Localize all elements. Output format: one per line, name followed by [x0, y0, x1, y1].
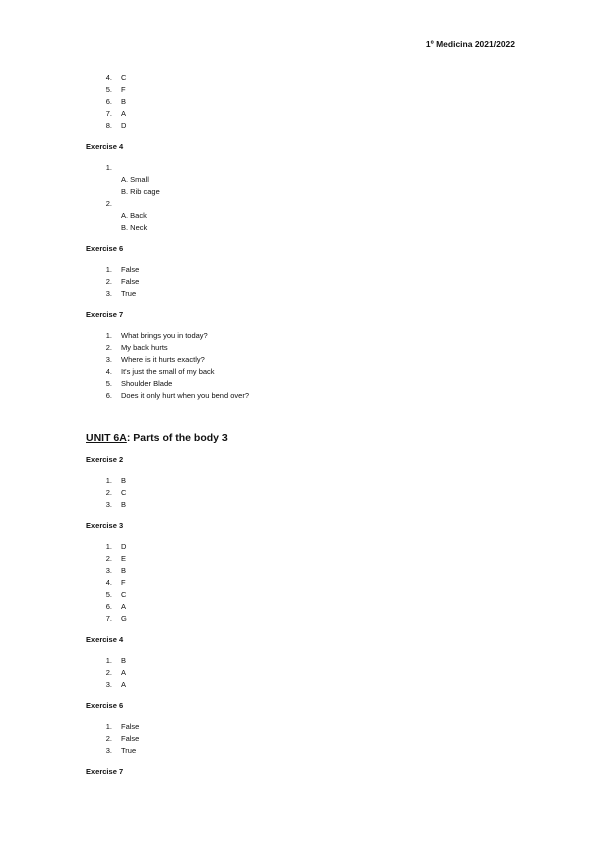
item-text: B — [121, 566, 127, 575]
item-number: 5. — [105, 379, 112, 388]
item-text: False — [121, 722, 140, 731]
list-item — [86, 589, 516, 601]
item-number: 1. — [105, 163, 112, 172]
item-text: E — [121, 554, 127, 563]
answer-list — [86, 541, 516, 625]
item-number: 1. — [105, 265, 112, 274]
item-text: True — [121, 289, 137, 298]
item-text: C — [121, 590, 127, 599]
section-heading: Exercise 6 — [86, 701, 124, 710]
answer-list — [86, 475, 516, 511]
item-text: G — [121, 614, 127, 623]
list-item — [86, 390, 516, 402]
item-number: 1. — [105, 656, 112, 665]
item-number: 6. — [105, 97, 112, 106]
list-item — [86, 655, 516, 667]
answer-list — [86, 655, 516, 691]
item-text: It's just the small of my back — [121, 367, 215, 376]
item-number: 3. — [105, 289, 112, 298]
list-item — [86, 366, 516, 378]
list-item — [86, 487, 516, 499]
list-item — [86, 354, 516, 366]
page-header: 1º Medicina 2021/2022 — [425, 39, 515, 49]
item-text: B — [121, 500, 127, 509]
answer-list — [86, 721, 516, 757]
list-item — [86, 378, 516, 390]
list-item — [86, 276, 516, 288]
list-item — [86, 84, 516, 96]
sub-item: A. Back — [121, 211, 147, 220]
list-item — [86, 541, 516, 553]
item-text: False — [121, 734, 140, 743]
section-heading: Exercise 7 — [86, 310, 124, 319]
unit-code: UNIT 6A — [86, 432, 127, 444]
item-text: D — [121, 121, 127, 130]
sub-item: B. Rib cage — [121, 187, 160, 196]
item-number: 3. — [105, 500, 112, 509]
item-number: 6. — [105, 391, 112, 400]
list-item — [86, 120, 516, 132]
item-number: 1. — [105, 542, 112, 551]
page-content — [86, 72, 516, 778]
section-heading: Exercise 3 — [86, 521, 124, 530]
item-text: False — [121, 265, 140, 274]
item-text: A — [121, 680, 127, 689]
item-number: 6. — [105, 602, 112, 611]
section-heading: Exercise 7 — [86, 767, 124, 776]
item-text: False — [121, 277, 140, 286]
item-text: D — [121, 542, 127, 551]
item-number: 1. — [105, 476, 112, 485]
list-item — [86, 577, 516, 589]
item-text: True — [121, 746, 137, 755]
unit-heading — [86, 431, 516, 445]
list-item — [86, 721, 516, 733]
item-number: 4. — [105, 367, 112, 376]
list-item — [86, 499, 516, 511]
answer-list — [86, 330, 516, 402]
item-number: 4. — [105, 73, 112, 82]
answer-list — [86, 72, 516, 132]
list-item — [86, 288, 516, 300]
list-item — [86, 475, 516, 487]
item-text: My back hurts — [121, 343, 168, 352]
list-item — [86, 330, 516, 342]
list-item — [86, 679, 516, 691]
item-number: 2. — [105, 199, 112, 208]
item-number: 7. — [105, 109, 112, 118]
answer-list — [86, 162, 516, 234]
item-number: 7. — [105, 614, 112, 623]
list-item — [86, 733, 516, 745]
item-number: 3. — [105, 355, 112, 364]
item-text: B — [121, 656, 127, 665]
item-number: 2. — [105, 734, 112, 743]
item-text: A — [121, 602, 127, 611]
item-text: Does it only hurt when you bend over? — [121, 391, 249, 400]
section-heading: Exercise 4 — [86, 635, 124, 644]
answer-list — [86, 264, 516, 300]
item-number: 4. — [105, 578, 112, 587]
list-item — [86, 198, 516, 210]
sub-item: A. Small — [121, 175, 149, 184]
item-number: 8. — [105, 121, 112, 130]
item-text: A — [121, 668, 127, 677]
item-number: 5. — [105, 85, 112, 94]
item-text: B — [121, 97, 127, 106]
list-item — [86, 745, 516, 757]
item-text: Where is it hurts exactly? — [121, 355, 205, 364]
list-item — [86, 601, 516, 613]
list-item — [86, 613, 516, 625]
list-item — [86, 264, 516, 276]
item-number: 2. — [105, 277, 112, 286]
section-heading: Exercise 6 — [86, 244, 124, 253]
item-text: F — [121, 85, 126, 94]
list-item — [86, 108, 516, 120]
item-text: C — [121, 73, 127, 82]
item-text: Shoulder Blade — [121, 379, 173, 388]
item-number: 2. — [105, 668, 112, 677]
item-number: 3. — [105, 746, 112, 755]
item-number: 2. — [105, 343, 112, 352]
list-item — [86, 72, 516, 84]
item-number: 1. — [105, 331, 112, 340]
item-number: 3. — [105, 680, 112, 689]
list-item — [86, 667, 516, 679]
item-number: 1. — [105, 722, 112, 731]
sub-item: B. Neck — [121, 223, 148, 232]
section-heading: Exercise 4 — [86, 142, 124, 151]
item-number: 2. — [105, 554, 112, 563]
item-number: 5. — [105, 590, 112, 599]
item-number: 2. — [105, 488, 112, 497]
item-number: 3. — [105, 566, 112, 575]
item-text: B — [121, 476, 127, 485]
item-text: What brings you in today? — [121, 331, 208, 340]
item-text: A — [121, 109, 127, 118]
section-heading: Exercise 2 — [86, 455, 124, 464]
list-item — [86, 565, 516, 577]
list-item — [86, 342, 516, 354]
list-item — [86, 96, 516, 108]
list-item — [86, 162, 516, 174]
item-text: F — [121, 578, 126, 587]
item-text: C — [121, 488, 127, 497]
list-item — [86, 553, 516, 565]
unit-title: : Parts of the body 3 — [126, 432, 228, 444]
